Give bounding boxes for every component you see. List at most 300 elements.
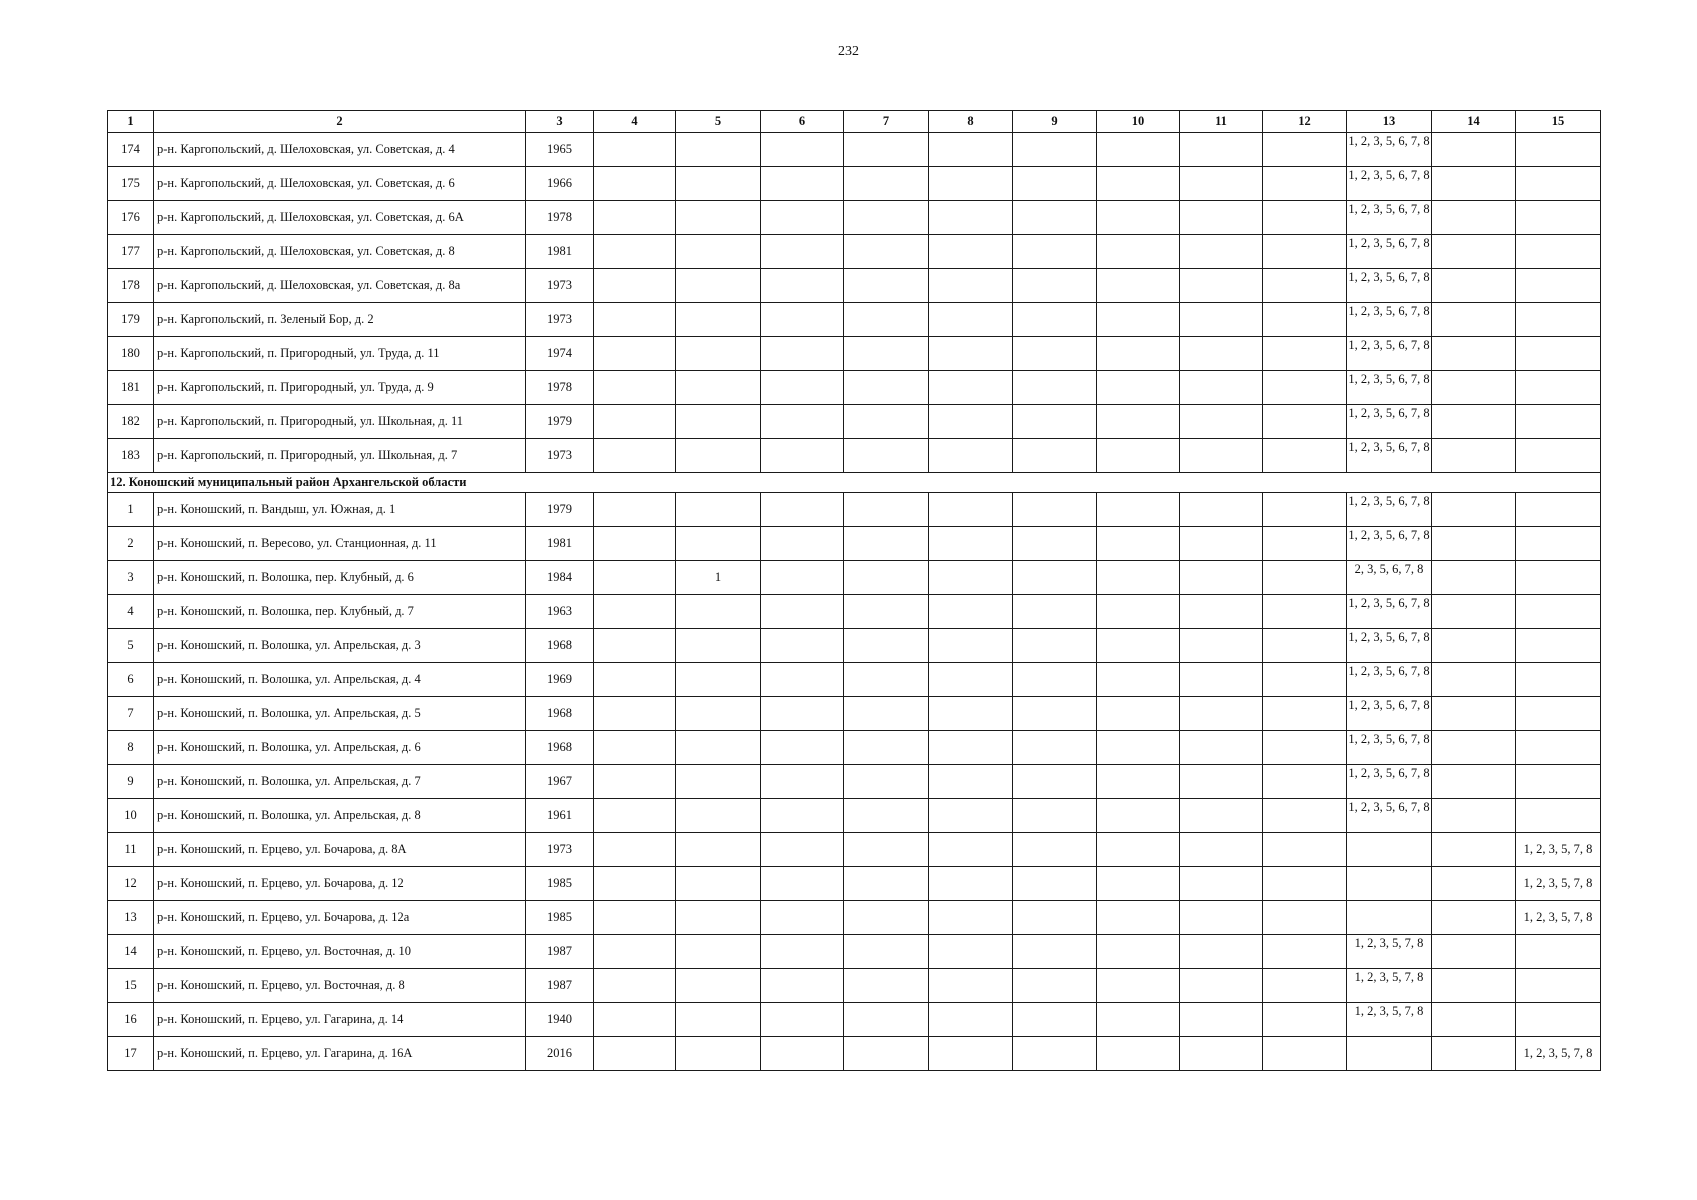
cell-col-7 xyxy=(844,697,929,731)
cell-col-9 xyxy=(1013,1003,1097,1037)
year-cell: 1981 xyxy=(526,527,594,561)
cell-col-6 xyxy=(761,731,844,765)
cell-col-12 xyxy=(1263,697,1347,731)
cell-col-6 xyxy=(761,337,844,371)
cell-col-13: 1, 2, 3, 5, 6, 7, 8 xyxy=(1347,133,1432,167)
cell-col-5 xyxy=(676,371,761,405)
cell-col-5 xyxy=(676,901,761,935)
cell-col-5 xyxy=(676,663,761,697)
cell-col-4 xyxy=(594,935,676,969)
row-number-cell: 15 xyxy=(108,969,154,1003)
table-row xyxy=(108,935,1601,969)
row-number-cell: 13 xyxy=(108,901,154,935)
row-number-cell: 16 xyxy=(108,1003,154,1037)
year-cell: 1966 xyxy=(526,167,594,201)
year-cell: 1973 xyxy=(526,439,594,473)
cell-col-12 xyxy=(1263,133,1347,167)
cell-col-4 xyxy=(594,439,676,473)
cell-col-6 xyxy=(761,765,844,799)
cell-col-6 xyxy=(761,235,844,269)
cell-col-12 xyxy=(1263,731,1347,765)
row-number-cell: 182 xyxy=(108,405,154,439)
cell-col-11 xyxy=(1180,439,1263,473)
cell-col-11 xyxy=(1180,1037,1263,1071)
table-row xyxy=(108,561,1601,595)
cell-col-7 xyxy=(844,133,929,167)
cell-col-10 xyxy=(1097,167,1180,201)
table-row xyxy=(108,595,1601,629)
row-number-cell: 176 xyxy=(108,201,154,235)
cell-col-14 xyxy=(1432,493,1516,527)
cell-col-7 xyxy=(844,561,929,595)
cell-col-9 xyxy=(1013,697,1097,731)
cell-col-7 xyxy=(844,235,929,269)
cell-col-13: 1, 2, 3, 5, 6, 7, 8 xyxy=(1347,235,1432,269)
cell-col-4 xyxy=(594,561,676,595)
column-header-3: 3 xyxy=(526,111,594,133)
cell-col-13: 1, 2, 3, 5, 6, 7, 8 xyxy=(1347,269,1432,303)
year-cell: 1968 xyxy=(526,697,594,731)
address-cell: р-н. Коношский, п. Вандыш, ул. Южная, д. 1 xyxy=(154,493,526,527)
cell-col-8 xyxy=(929,561,1013,595)
cell-col-13: 1, 2, 3, 5, 6, 7, 8 xyxy=(1347,799,1432,833)
cell-col-5 xyxy=(676,1037,761,1071)
year-cell: 2016 xyxy=(526,1037,594,1071)
cell-col-5 xyxy=(676,969,761,1003)
cell-col-14 xyxy=(1432,765,1516,799)
cell-col-13: 1, 2, 3, 5, 6, 7, 8 xyxy=(1347,337,1432,371)
cell-col-13: 1, 2, 3, 5, 6, 7, 8 xyxy=(1347,697,1432,731)
cell-col-6 xyxy=(761,303,844,337)
cell-col-15: 1, 2, 3, 5, 7, 8 xyxy=(1516,833,1601,867)
cell-col-8 xyxy=(929,901,1013,935)
cell-col-7 xyxy=(844,731,929,765)
column-header-5: 5 xyxy=(676,111,761,133)
address-cell: р-н. Коношский, п. Волошка, ул. Апрельская, д. 6 xyxy=(154,731,526,765)
cell-col-10 xyxy=(1097,133,1180,167)
year-cell: 1978 xyxy=(526,371,594,405)
cell-col-10 xyxy=(1097,799,1180,833)
column-header-15: 15 xyxy=(1516,111,1601,133)
cell-col-6 xyxy=(761,527,844,561)
year-cell: 1963 xyxy=(526,595,594,629)
year-cell: 1968 xyxy=(526,629,594,663)
table-row xyxy=(108,901,1601,935)
cell-col-14 xyxy=(1432,371,1516,405)
row-number-cell: 7 xyxy=(108,697,154,731)
cell-col-15 xyxy=(1516,201,1601,235)
cell-col-13: 1, 2, 3, 5, 6, 7, 8 xyxy=(1347,527,1432,561)
cell-col-5 xyxy=(676,1003,761,1037)
cell-col-10 xyxy=(1097,765,1180,799)
address-cell: р-н. Коношский, п. Волошка, ул. Апрельская, д. 4 xyxy=(154,663,526,697)
cell-col-9 xyxy=(1013,527,1097,561)
cell-col-5 xyxy=(676,439,761,473)
cell-col-6 xyxy=(761,201,844,235)
cell-col-8 xyxy=(929,201,1013,235)
table-row xyxy=(108,167,1601,201)
cell-col-10 xyxy=(1097,269,1180,303)
table-body xyxy=(108,133,1601,1071)
cell-col-4 xyxy=(594,765,676,799)
cell-col-8 xyxy=(929,235,1013,269)
table-row xyxy=(108,1037,1601,1071)
cell-col-13: 1, 2, 3, 5, 6, 7, 8 xyxy=(1347,439,1432,473)
cell-col-6 xyxy=(761,935,844,969)
cell-col-5 xyxy=(676,235,761,269)
column-header-8: 8 xyxy=(929,111,1013,133)
cell-col-5 xyxy=(676,337,761,371)
address-cell: р-н. Коношский, п. Волошка, пер. Клубный, д. 6 xyxy=(154,561,526,595)
row-number-cell: 8 xyxy=(108,731,154,765)
year-cell: 1987 xyxy=(526,969,594,1003)
cell-col-12 xyxy=(1263,371,1347,405)
cell-col-14 xyxy=(1432,867,1516,901)
cell-col-9 xyxy=(1013,269,1097,303)
cell-col-9 xyxy=(1013,235,1097,269)
table-row xyxy=(108,629,1601,663)
cell-col-5 xyxy=(676,303,761,337)
cell-col-4 xyxy=(594,337,676,371)
cell-col-9 xyxy=(1013,371,1097,405)
cell-col-7 xyxy=(844,201,929,235)
cell-col-6 xyxy=(761,1037,844,1071)
cell-col-15: 1, 2, 3, 5, 7, 8 xyxy=(1516,1037,1601,1071)
cell-col-15 xyxy=(1516,371,1601,405)
section-heading-row xyxy=(108,473,1601,493)
cell-col-11 xyxy=(1180,969,1263,1003)
cell-col-11 xyxy=(1180,201,1263,235)
cell-col-5 xyxy=(676,833,761,867)
cell-col-10 xyxy=(1097,561,1180,595)
cell-col-7 xyxy=(844,493,929,527)
cell-col-14 xyxy=(1432,1037,1516,1071)
address-cell: р-н. Коношский, п. Ерцево, ул. Бочарова, д. 12 xyxy=(154,867,526,901)
cell-col-15: 1, 2, 3, 5, 7, 8 xyxy=(1516,867,1601,901)
cell-col-5 xyxy=(676,629,761,663)
table-row xyxy=(108,969,1601,1003)
cell-col-13: 1, 2, 3, 5, 6, 7, 8 xyxy=(1347,167,1432,201)
page-number: 232 xyxy=(838,44,859,59)
cell-col-10 xyxy=(1097,663,1180,697)
cell-col-4 xyxy=(594,901,676,935)
year-cell: 1979 xyxy=(526,405,594,439)
column-header-14: 14 xyxy=(1432,111,1516,133)
cell-col-10 xyxy=(1097,731,1180,765)
cell-col-12 xyxy=(1263,439,1347,473)
row-number-cell: 11 xyxy=(108,833,154,867)
cell-col-15 xyxy=(1516,439,1601,473)
cell-col-9 xyxy=(1013,201,1097,235)
cell-col-9 xyxy=(1013,303,1097,337)
cell-col-8 xyxy=(929,269,1013,303)
cell-col-6 xyxy=(761,901,844,935)
cell-col-11 xyxy=(1180,901,1263,935)
column-header-4: 4 xyxy=(594,111,676,133)
row-number-cell: 2 xyxy=(108,527,154,561)
cell-col-11 xyxy=(1180,697,1263,731)
year-cell: 1981 xyxy=(526,235,594,269)
cell-col-11 xyxy=(1180,663,1263,697)
address-cell: р-н. Каргопольский, п. Пригородный, ул. Школьная, д. 11 xyxy=(154,405,526,439)
cell-col-4 xyxy=(594,405,676,439)
cell-col-10 xyxy=(1097,235,1180,269)
year-cell: 1961 xyxy=(526,799,594,833)
cell-col-8 xyxy=(929,133,1013,167)
cell-col-8 xyxy=(929,765,1013,799)
table-row xyxy=(108,303,1601,337)
cell-col-15 xyxy=(1516,303,1601,337)
cell-col-15 xyxy=(1516,269,1601,303)
table-row xyxy=(108,235,1601,269)
cell-col-11 xyxy=(1180,337,1263,371)
cell-col-6 xyxy=(761,133,844,167)
year-cell: 1985 xyxy=(526,901,594,935)
cell-col-14 xyxy=(1432,235,1516,269)
cell-col-11 xyxy=(1180,867,1263,901)
cell-col-14 xyxy=(1432,527,1516,561)
table-row xyxy=(108,269,1601,303)
cell-col-7 xyxy=(844,765,929,799)
cell-col-11 xyxy=(1180,405,1263,439)
cell-col-4 xyxy=(594,663,676,697)
cell-col-4 xyxy=(594,697,676,731)
cell-col-12 xyxy=(1263,201,1347,235)
cell-col-4 xyxy=(594,799,676,833)
row-number-cell: 5 xyxy=(108,629,154,663)
registry-table xyxy=(107,110,1601,1071)
cell-col-4 xyxy=(594,133,676,167)
cell-col-10 xyxy=(1097,595,1180,629)
table-row xyxy=(108,799,1601,833)
cell-col-14 xyxy=(1432,901,1516,935)
cell-col-13: 1, 2, 3, 5, 6, 7, 8 xyxy=(1347,201,1432,235)
column-header-2: 2 xyxy=(154,111,526,133)
table-row xyxy=(108,867,1601,901)
cell-col-9 xyxy=(1013,629,1097,663)
cell-col-5 xyxy=(676,167,761,201)
address-cell: р-н. Каргопольский, д. Шелоховская, ул. Советская, д. 8а xyxy=(154,269,526,303)
cell-col-13: 1, 2, 3, 5, 6, 7, 8 xyxy=(1347,595,1432,629)
cell-col-6 xyxy=(761,629,844,663)
cell-col-15 xyxy=(1516,663,1601,697)
cell-col-8 xyxy=(929,867,1013,901)
cell-col-4 xyxy=(594,201,676,235)
table-row xyxy=(108,697,1601,731)
cell-col-4 xyxy=(594,493,676,527)
cell-col-11 xyxy=(1180,235,1263,269)
cell-col-15 xyxy=(1516,595,1601,629)
cell-col-12 xyxy=(1263,901,1347,935)
column-header-9: 9 xyxy=(1013,111,1097,133)
cell-col-5 xyxy=(676,867,761,901)
cell-col-11 xyxy=(1180,731,1263,765)
cell-col-8 xyxy=(929,833,1013,867)
cell-col-14 xyxy=(1432,629,1516,663)
section-title: 12. Коношский муниципальный район Архангельской области xyxy=(108,473,1601,493)
cell-col-14 xyxy=(1432,969,1516,1003)
cell-col-14 xyxy=(1432,697,1516,731)
cell-col-6 xyxy=(761,167,844,201)
cell-col-15 xyxy=(1516,697,1601,731)
cell-col-14 xyxy=(1432,201,1516,235)
row-number-cell: 181 xyxy=(108,371,154,405)
cell-col-8 xyxy=(929,969,1013,1003)
cell-col-15 xyxy=(1516,527,1601,561)
cell-col-7 xyxy=(844,833,929,867)
cell-col-6 xyxy=(761,799,844,833)
column-header-7: 7 xyxy=(844,111,929,133)
cell-col-9 xyxy=(1013,731,1097,765)
cell-col-10 xyxy=(1097,439,1180,473)
cell-col-10 xyxy=(1097,201,1180,235)
table-row xyxy=(108,765,1601,799)
cell-col-12 xyxy=(1263,867,1347,901)
cell-col-4 xyxy=(594,731,676,765)
cell-col-5: 1 xyxy=(676,561,761,595)
address-cell: р-н. Каргопольский, п. Пригородный, ул. Труда, д. 11 xyxy=(154,337,526,371)
cell-col-12 xyxy=(1263,167,1347,201)
cell-col-12 xyxy=(1263,337,1347,371)
cell-col-13: 1, 2, 3, 5, 7, 8 xyxy=(1347,1003,1432,1037)
cell-col-6 xyxy=(761,595,844,629)
cell-col-11 xyxy=(1180,303,1263,337)
cell-col-9 xyxy=(1013,1037,1097,1071)
cell-col-7 xyxy=(844,595,929,629)
row-number-cell: 178 xyxy=(108,269,154,303)
cell-col-15 xyxy=(1516,405,1601,439)
year-cell: 1979 xyxy=(526,493,594,527)
cell-col-13: 1, 2, 3, 5, 6, 7, 8 xyxy=(1347,663,1432,697)
address-cell: р-н. Каргопольский, д. Шелоховская, ул. Советская, д. 6А xyxy=(154,201,526,235)
year-cell: 1985 xyxy=(526,867,594,901)
table-row xyxy=(108,833,1601,867)
address-cell: р-н. Коношский, п. Волошка, ул. Апрельская, д. 7 xyxy=(154,765,526,799)
year-cell: 1940 xyxy=(526,1003,594,1037)
cell-col-13: 1, 2, 3, 5, 7, 8 xyxy=(1347,935,1432,969)
cell-col-10 xyxy=(1097,935,1180,969)
cell-col-5 xyxy=(676,405,761,439)
cell-col-14 xyxy=(1432,935,1516,969)
address-cell: р-н. Каргопольский, д. Шелоховская, ул. Советская, д. 8 xyxy=(154,235,526,269)
column-header-10: 10 xyxy=(1097,111,1180,133)
cell-col-10 xyxy=(1097,901,1180,935)
table-row xyxy=(108,663,1601,697)
cell-col-12 xyxy=(1263,935,1347,969)
cell-col-11 xyxy=(1180,1003,1263,1037)
column-header-12: 12 xyxy=(1263,111,1347,133)
cell-col-9 xyxy=(1013,561,1097,595)
cell-col-5 xyxy=(676,493,761,527)
cell-col-9 xyxy=(1013,405,1097,439)
address-cell: р-н. Коношский, п. Ерцево, ул. Восточная, д. 8 xyxy=(154,969,526,1003)
cell-col-11 xyxy=(1180,167,1263,201)
cell-col-13: 1, 2, 3, 5, 6, 7, 8 xyxy=(1347,765,1432,799)
cell-col-6 xyxy=(761,969,844,1003)
cell-col-14 xyxy=(1432,405,1516,439)
cell-col-7 xyxy=(844,303,929,337)
cell-col-12 xyxy=(1263,269,1347,303)
row-number-cell: 175 xyxy=(108,167,154,201)
year-cell: 1974 xyxy=(526,337,594,371)
cell-col-11 xyxy=(1180,765,1263,799)
cell-col-7 xyxy=(844,629,929,663)
table-row xyxy=(108,201,1601,235)
cell-col-4 xyxy=(594,269,676,303)
cell-col-5 xyxy=(676,765,761,799)
cell-col-9 xyxy=(1013,799,1097,833)
cell-col-7 xyxy=(844,371,929,405)
cell-col-15 xyxy=(1516,133,1601,167)
cell-col-4 xyxy=(594,303,676,337)
cell-col-14 xyxy=(1432,595,1516,629)
cell-col-8 xyxy=(929,595,1013,629)
cell-col-4 xyxy=(594,867,676,901)
year-cell: 1973 xyxy=(526,269,594,303)
cell-col-4 xyxy=(594,1037,676,1071)
table-row xyxy=(108,371,1601,405)
column-header-1: 1 xyxy=(108,111,154,133)
address-cell: р-н. Каргопольский, п. Пригородный, ул. Школьная, д. 7 xyxy=(154,439,526,473)
cell-col-9 xyxy=(1013,133,1097,167)
cell-col-8 xyxy=(929,527,1013,561)
cell-col-4 xyxy=(594,371,676,405)
cell-col-9 xyxy=(1013,595,1097,629)
cell-col-6 xyxy=(761,663,844,697)
cell-col-5 xyxy=(676,935,761,969)
cell-col-5 xyxy=(676,269,761,303)
cell-col-15 xyxy=(1516,561,1601,595)
cell-col-5 xyxy=(676,201,761,235)
table-row xyxy=(108,439,1601,473)
cell-col-10 xyxy=(1097,405,1180,439)
cell-col-14 xyxy=(1432,731,1516,765)
cell-col-10 xyxy=(1097,867,1180,901)
cell-col-6 xyxy=(761,833,844,867)
table-row xyxy=(108,1003,1601,1037)
cell-col-6 xyxy=(761,405,844,439)
cell-col-12 xyxy=(1263,235,1347,269)
cell-col-13: 1, 2, 3, 5, 6, 7, 8 xyxy=(1347,303,1432,337)
cell-col-8 xyxy=(929,663,1013,697)
cell-col-12 xyxy=(1263,765,1347,799)
cell-col-10 xyxy=(1097,697,1180,731)
cell-col-10 xyxy=(1097,337,1180,371)
row-number-cell: 180 xyxy=(108,337,154,371)
cell-col-10 xyxy=(1097,833,1180,867)
year-cell: 1969 xyxy=(526,663,594,697)
cell-col-12 xyxy=(1263,799,1347,833)
header-row xyxy=(108,111,1601,133)
column-header-6: 6 xyxy=(761,111,844,133)
cell-col-9 xyxy=(1013,969,1097,1003)
row-number-cell: 174 xyxy=(108,133,154,167)
cell-col-13: 1, 2, 3, 5, 6, 7, 8 xyxy=(1347,629,1432,663)
cell-col-4 xyxy=(594,833,676,867)
cell-col-8 xyxy=(929,303,1013,337)
cell-col-14 xyxy=(1432,303,1516,337)
cell-col-14 xyxy=(1432,167,1516,201)
cell-col-12 xyxy=(1263,969,1347,1003)
cell-col-7 xyxy=(844,867,929,901)
address-cell: р-н. Каргопольский, п. Зеленый Бор, д. 2 xyxy=(154,303,526,337)
cell-col-4 xyxy=(594,527,676,561)
cell-col-8 xyxy=(929,1037,1013,1071)
cell-col-9 xyxy=(1013,337,1097,371)
cell-col-7 xyxy=(844,901,929,935)
cell-col-12 xyxy=(1263,663,1347,697)
cell-col-15 xyxy=(1516,969,1601,1003)
